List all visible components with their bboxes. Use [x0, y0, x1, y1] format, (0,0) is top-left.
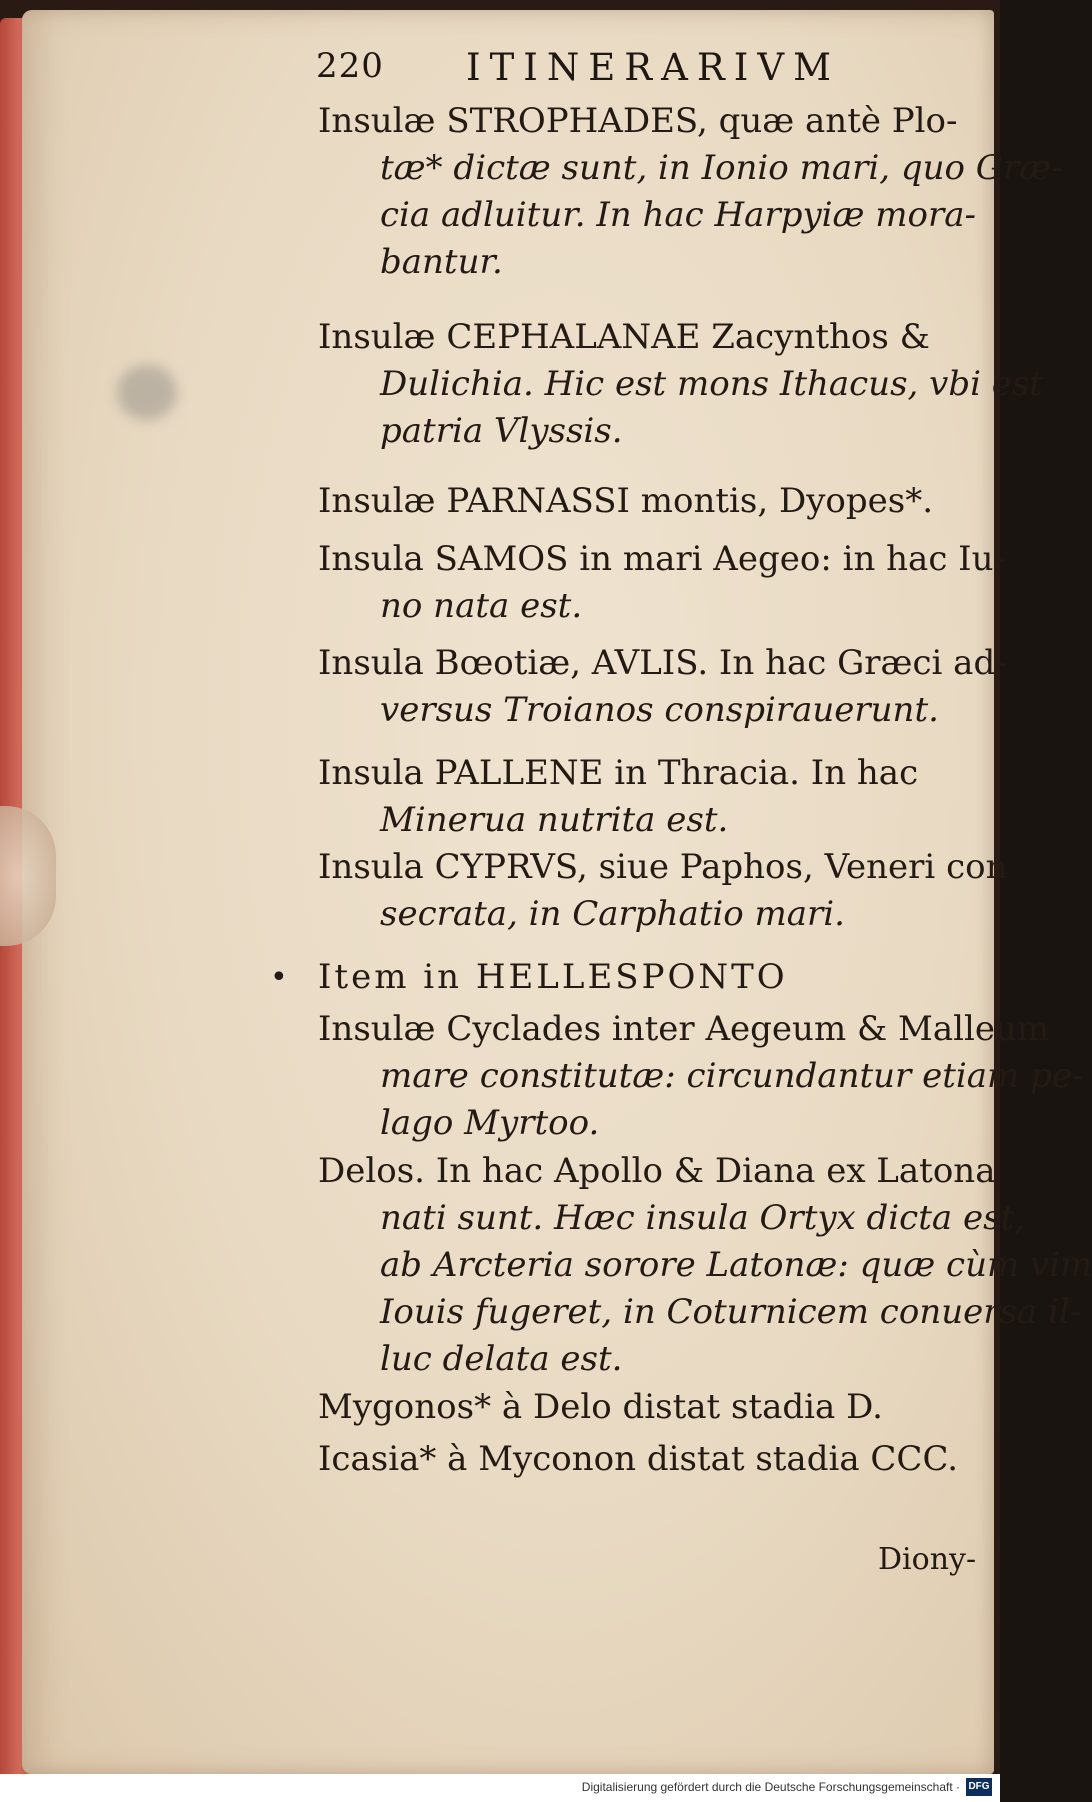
text-line: tæ* dictæ sunt, in Ionio mari, quo Græ- [380, 148, 1063, 188]
ink-stain [117, 365, 177, 420]
entry-cyprus [318, 844, 1008, 938]
text-line: Insulæ PARNASSI montis, Dyopes*. [318, 481, 934, 521]
section-heading: Item in HELLESPONTO [318, 957, 788, 997]
text-line: Iouis fugeret, in Coturnicem conuersa il- [380, 1292, 1082, 1332]
text-line: mare constitutæ: circundantur etiam pe- [380, 1056, 1084, 1096]
text-line: Insula SAMOS in mari Aegeo: in hac Iu- [318, 539, 1005, 579]
digitization-footer [0, 1774, 1000, 1802]
margin-dot: • [270, 960, 288, 995]
text-line: Insula PALLENE in Thracia. In hac [318, 753, 919, 793]
text-line: Dulichia. Hic est mons Ithacus, vbi est [380, 364, 1044, 404]
entry-pallene [318, 750, 988, 844]
text-line: Mygonos* à Delo distat stadia D. [318, 1387, 883, 1427]
page-number: 220 [316, 46, 384, 86]
text-line: ab Arcteria sorore Latonæ: quæ cùm vim [380, 1245, 1092, 1285]
entry-cyclades [318, 1006, 1084, 1147]
text-line: no nata est. [380, 586, 583, 626]
text-line: secrata, in Carphatio mari. [380, 894, 845, 934]
entry-hellesponto-heading [318, 954, 988, 1001]
text-line: luc delata est. [380, 1339, 623, 1379]
catchword: Diony- [878, 1542, 977, 1577]
text-line: versus Troianos conspirauerunt. [380, 690, 939, 730]
text-line: Insula CYPRVS, siue Paphos, Veneri con [318, 847, 1008, 887]
text-line: Insulæ CEPHALANAE Zacynthos & [318, 317, 930, 357]
text-line: Icasia* à Myconon distat stadia CCC. [318, 1439, 959, 1479]
text-line: cia adluitur. In hac Harpyiæ mora- [380, 195, 977, 235]
text-line: Insulæ Cyclades inter Aegeum & Malleum [318, 1009, 1050, 1049]
footer-credit: Digitalisierung gefördert durch die Deutsche Forschungsgemeinschaft · [581, 1780, 960, 1794]
entry-samos [318, 536, 1005, 630]
entry-cephalanae [318, 314, 1044, 455]
entry-icasia [318, 1436, 988, 1483]
text-line: nati sunt. Hæc insula Ortyx dicta est, [380, 1198, 1026, 1238]
entry-delos [318, 1148, 1092, 1383]
entry-mygonos [318, 1384, 988, 1431]
text-line: lago Myrtoo. [380, 1103, 600, 1143]
entry-parnassi [318, 478, 988, 525]
text-line: patria Vlyssis. [380, 411, 623, 451]
text-line: Insula Bœotiæ, AVLIS. In hac Græci ad- [318, 643, 1007, 683]
text-line: Insulæ STROPHADES, quæ antè Plo- [318, 101, 958, 141]
entry-aulis [318, 640, 1007, 734]
entry-strophades [318, 98, 1063, 286]
text-line: Delos. In hac Apollo & Diana ex Latona [318, 1151, 996, 1191]
text-line: Minerua nutrita est. [380, 800, 729, 840]
running-header [316, 46, 916, 96]
text-line: bantur. [380, 242, 503, 282]
dfg-logo: DFG [966, 1778, 992, 1796]
running-title: ITINERARIVM [466, 46, 840, 89]
